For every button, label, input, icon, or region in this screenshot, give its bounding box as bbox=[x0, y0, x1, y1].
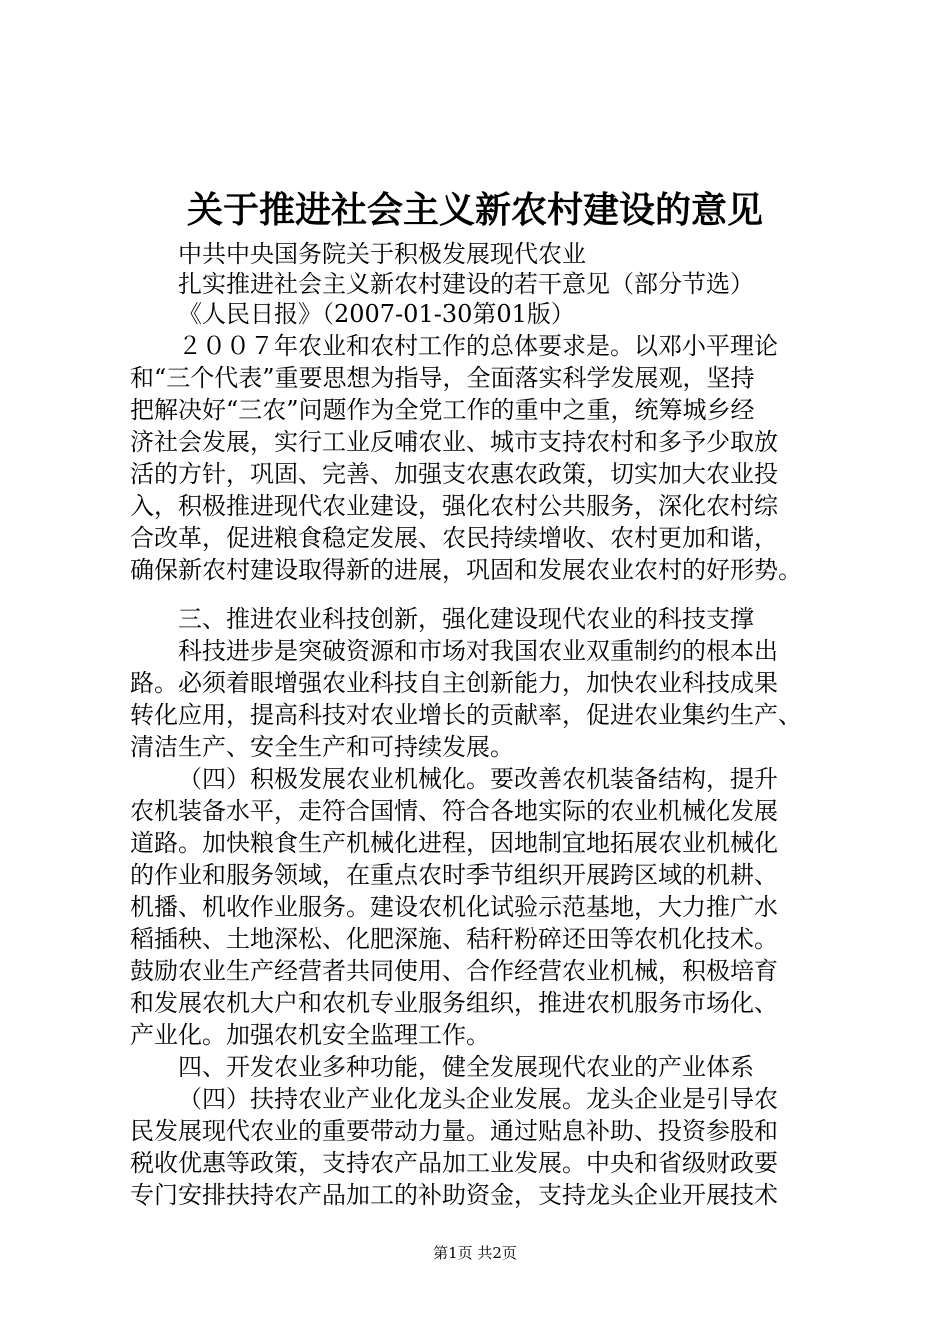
paragraph-line: 转化应用，提高科技对农业增长的贡献率，促进农业集约生产、 bbox=[130, 701, 802, 729]
paragraph-line: （四）扶持农业产业化龙头企业发展。龙头企业是引导农 bbox=[178, 1085, 778, 1113]
paragraph-line: 鼓励农业生产经营者共同使用、合作经营农业机械，积极培育 bbox=[130, 957, 778, 985]
paragraph-line: 农机装备水平，走符合国情、符合各地实际的农业机械化发展 bbox=[130, 797, 778, 825]
paragraph-line: 活的方针，巩固、完善、加强支农惠农政策，切实加大农业投 bbox=[130, 460, 778, 488]
paragraph-line: （四）积极发展农业机械化。要改善农机装备结构，提升 bbox=[178, 765, 778, 793]
subtitle-line-1: 中共中央国务院关于积极发展现代农业 bbox=[178, 240, 586, 268]
paragraph-line: ２００７年农业和农村工作的总体要求是。以邓小平理论 bbox=[178, 332, 778, 360]
paragraph-line: 机播、机收作业服务。建设农机化试验示范基地，大力推广水 bbox=[130, 893, 778, 921]
paragraph-line: 民发展现代农业的重要带动力量。通过贴息补助、投资参股和 bbox=[130, 1117, 778, 1145]
paragraph-line: 入，积极推进现代农业建设，强化农村公共服务，深化农村综 bbox=[130, 492, 778, 520]
paragraph-line: 科技进步是突破资源和市场对我国农业双重制约的根本出 bbox=[178, 637, 778, 665]
document-title: 关于推进社会主义新农村建设的意见 bbox=[186, 189, 763, 231]
paragraph-line: 确保新农村建设取得新的进展，巩固和发展农业农村的好形势。 bbox=[130, 556, 802, 584]
section-heading: 三、推进农业科技创新，强化建设现代农业的科技支撑 bbox=[178, 605, 754, 633]
paragraph-line: 把解决好“三农”问题作为全党工作的重中之重，统筹城乡经 bbox=[130, 396, 755, 424]
paragraph-line: 专门安排扶持农产品加工的补助资金，支持龙头企业开展技术 bbox=[130, 1181, 778, 1209]
section-heading: 四、开发农业多种功能，健全发展现代农业的产业体系 bbox=[178, 1053, 754, 1081]
subtitle-line-2: 扎实推进社会主义新农村建设的若干意见（部分节选） bbox=[178, 270, 754, 298]
paragraph-line: 稻插秧、土地深松、化肥深施、秸秆粉碎还田等农机化技术。 bbox=[130, 925, 778, 953]
paragraph-line: 的作业和服务领域，在重点农时季节组织开展跨区域的机耕、 bbox=[130, 861, 778, 889]
paragraph-line: 清洁生产、安全生产和可持续发展。 bbox=[130, 733, 514, 761]
paragraph-line: 和发展农机大户和农机专业服务组织，推进农机服务市场化、 bbox=[130, 989, 778, 1017]
paragraph-line: 税收优惠等政策，支持农产品加工业发展。中央和省级财政要 bbox=[130, 1149, 778, 1177]
paragraph-line: 合改革，促进粮食稳定发展、农民持续增收、农村更加和谐， bbox=[130, 524, 778, 552]
paragraph-line: 道路。加快粮食生产机械化进程，因地制宜地拓展农业机械化 bbox=[130, 829, 778, 857]
source-line: 《人民日报》（2007-01-30第01版） bbox=[178, 300, 575, 328]
page-number-footer: 第1页 共2页 bbox=[433, 1244, 517, 1262]
paragraph-line: 济社会发展，实行工业反哺农业、城市支持农村和多予少取放 bbox=[130, 428, 778, 456]
paragraph-line: 和“三个代表”重要思想为指导，全面落实科学发展观，坚持 bbox=[130, 364, 755, 392]
paragraph-line: 产业化。加强农机安全监理工作。 bbox=[130, 1021, 490, 1049]
paragraph-line: 路。必须着眼增强农业科技自主创新能力，加快农业科技成果 bbox=[130, 669, 778, 697]
